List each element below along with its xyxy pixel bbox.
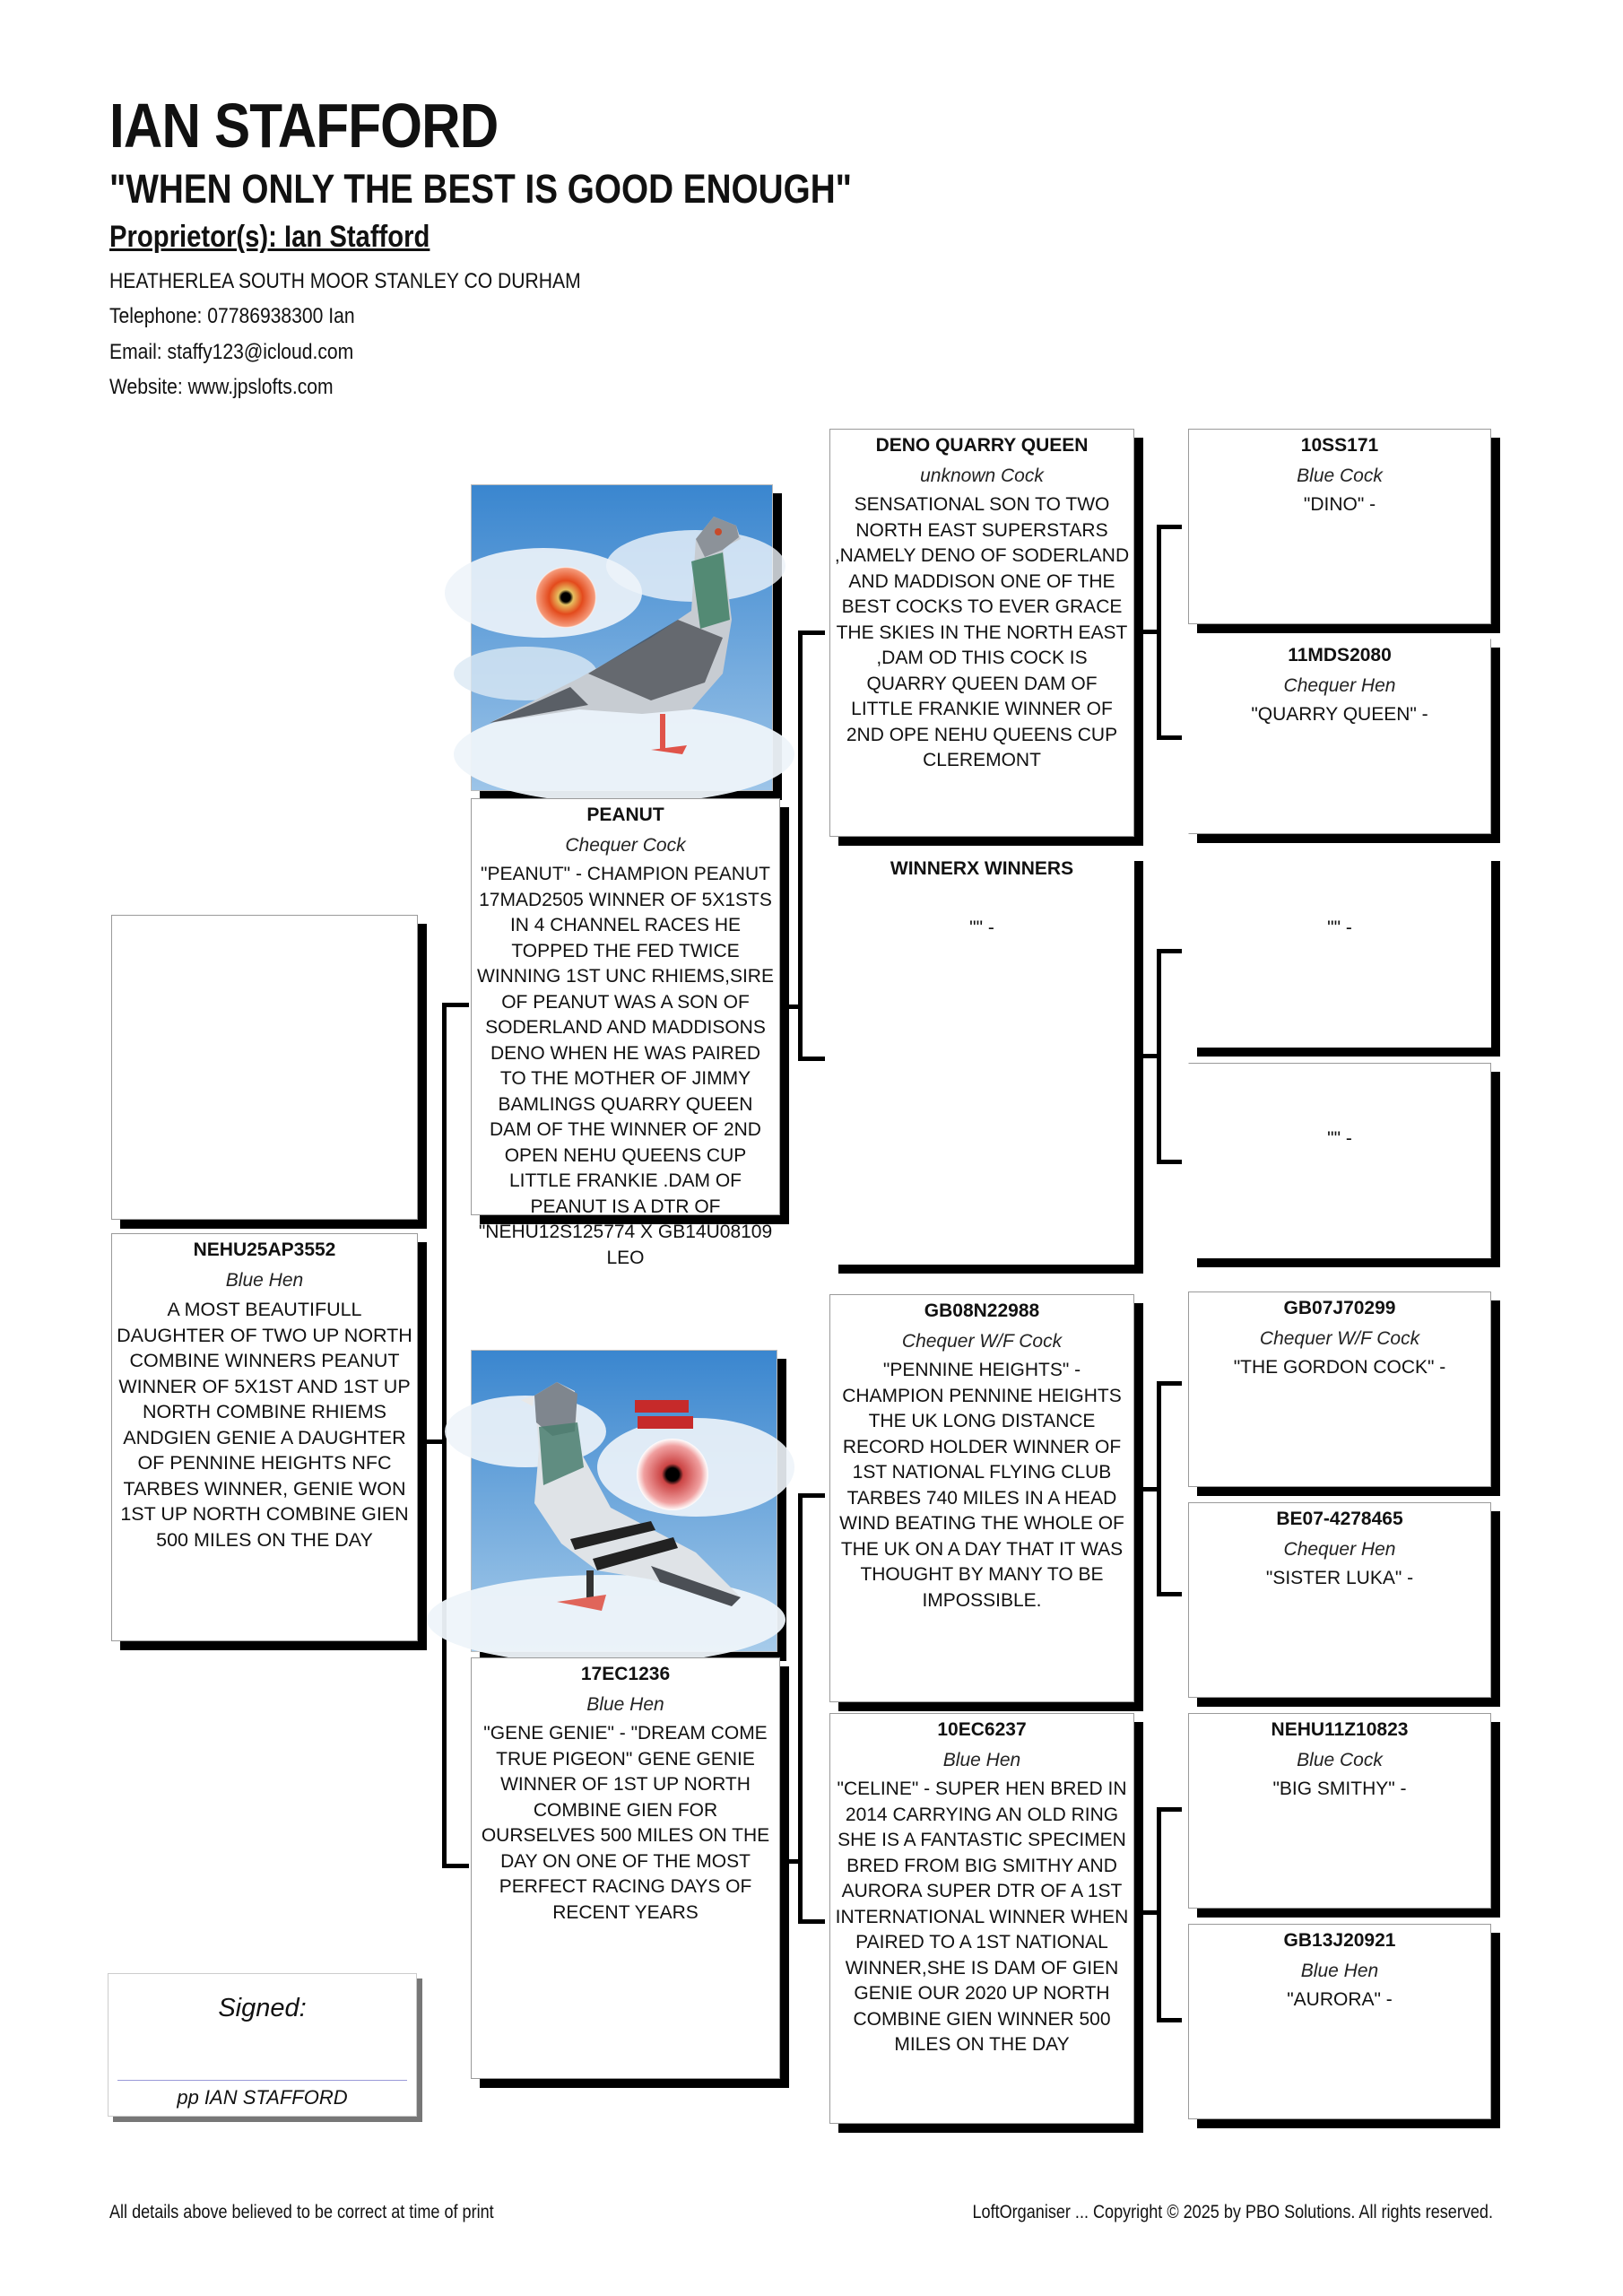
connector-line	[442, 1003, 469, 1007]
great-grandparent-card[interactable]	[1188, 639, 1491, 834]
great-grandparent-description: "AURORA" -	[1287, 1989, 1393, 2010]
subject-photo-placeholder	[111, 915, 418, 1220]
subject-card[interactable]	[111, 1233, 418, 1641]
great-grandparent-ring-number	[1189, 1069, 1490, 1091]
grandparent-ring-number: WINNERX WINNERS	[890, 858, 1074, 879]
pigeon-photo-icon	[472, 485, 772, 790]
great-grandparent-card[interactable]	[1188, 1502, 1491, 1698]
great-grandparent-description: "BIG SMITHY" -	[1272, 1779, 1407, 1799]
great-grandparent-description: "SISTER LUKA" -	[1265, 1568, 1414, 1588]
connector-line	[798, 631, 803, 1061]
connector-line	[1157, 1160, 1182, 1164]
great-grandparent-ring-number: GB13J20921	[1283, 1930, 1396, 1951]
sire-photo[interactable]	[471, 484, 773, 791]
subject-colour: Blue Hen	[225, 1270, 304, 1291]
grandparent-description: "" -	[969, 918, 994, 938]
great-grandparent-card[interactable]	[1188, 1063, 1491, 1258]
grandparent-colour: Chequer W/F Cock	[901, 1331, 1063, 1352]
sire-card[interactable]	[471, 798, 780, 1268]
dam-card[interactable]	[471, 1657, 780, 2079]
signed-label: Signed:	[218, 1994, 307, 2022]
address: HEATHERLEA SOUTH MOOR STANLEY CO DURHAM	[109, 269, 581, 293]
loft-motto: "WHEN ONLY THE BEST IS GOOD ENOUGH"	[109, 166, 852, 212]
signature-line	[117, 2080, 407, 2081]
connector-line	[798, 1919, 825, 1924]
great-grandparent-colour: Blue Cock	[1297, 465, 1383, 486]
great-grandparent-ring-number: 10SS171	[1300, 435, 1379, 456]
dam-description: "GENE GENIE" - "DREAM COME TRUE PIGEON" GENE GENIE WINNER OF 1ST UP NORTH COMBINE GIEN FOR OURSELVES 500 MILES ON THE DAY ON ONE OF THE MOST PERFECT RACING DAYS OF RECENT YEARS	[481, 1723, 770, 1923]
connector-line	[798, 1057, 825, 1061]
connector-line	[1157, 1381, 1161, 1596]
subject-description: A MOST BEAUTIFULL DAUGHTER OF TWO UP NORTH COMBINE WINNERS PEANUT WINNER OF 5X1ST AND 1ST UP NORTH COMBINE RHIEMS ANDGIEN GENIE A DAUGHTER OF PENNINE HEIGHTS NFC TARBES WINNER, GENIE WON 1ST UP NORTH COMBINE GIEN 500 MILES ON THE DAY	[117, 1299, 412, 1551]
grandparent-ring-number: DENO QUARRY QUEEN	[875, 435, 1089, 456]
connector-line	[1157, 525, 1161, 740]
footer-copyright: LoftOrganiser ... Copyright © 2025 by PBO Solutions. All rights reserved.	[972, 2202, 1493, 2222]
grandparent-card[interactable]	[829, 1294, 1134, 1702]
great-grandparent-ring-number	[1189, 858, 1490, 880]
loft-title: IAN STAFFORD	[109, 91, 499, 161]
great-grandparent-card[interactable]	[1188, 1292, 1491, 1487]
connector-line	[798, 1493, 825, 1498]
great-grandparent-ring-number: 11MDS2080	[1288, 645, 1392, 665]
great-grandparent-colour: Chequer Hen	[1283, 1539, 1396, 1560]
great-grandparent-ring-number: BE07-4278465	[1276, 1509, 1403, 1529]
connector-line	[442, 1864, 469, 1868]
telephone: Telephone: 07786938300 Ian	[109, 304, 355, 328]
great-grandparent-description: "DINO" -	[1303, 494, 1376, 515]
connector-line	[1157, 949, 1161, 1164]
dam-ring-number: 17EC1236	[580, 1664, 671, 1684]
connector-line	[1157, 735, 1182, 740]
grandparent-ring-number: GB08N22988	[924, 1300, 1040, 1321]
great-grandparent-description: "THE GORDON COCK" -	[1233, 1357, 1446, 1378]
connector-line	[1157, 1592, 1182, 1596]
email: Email: staffy123@icloud.com	[109, 340, 354, 364]
footer-disclaimer: All details above believed to be correct at time of print	[109, 2202, 494, 2222]
great-grandparent-card[interactable]	[1188, 429, 1491, 624]
pigeon-photo-icon	[472, 1351, 777, 1651]
great-grandparent-card[interactable]	[1188, 1924, 1491, 2119]
great-grandparent-colour	[1189, 1100, 1490, 1121]
connector-line	[798, 631, 825, 635]
sire-description: "PEANUT" - CHAMPION PEANUT 17MAD2505 WINNER OF 5X1STS IN 4 CHANNEL RACES HE TOPPED THE FED TWICE WINNING 1ST UNC RHIEMS,SIRE OF PEANUT WAS A SON OF SODERLAND AND MADDISONS DENO WHEN HE WAS PAIRED TO THE MOTHER OF JIMMY BAMLINGS QUARRY QUEEN DAM OF THE WINNER OF 2ND OPEN NEHU QUEENS CUP LITTLE FRANKIE .DAM OF PEANUT IS A DTR OF "NEHU12S125774 X GB14U08109 LEO	[477, 864, 774, 1268]
connector-line	[798, 1493, 803, 1924]
grandparent-card[interactable]	[829, 1713, 1134, 2124]
grandparent-ring-number: 10EC6237	[937, 1719, 1027, 1740]
dam-photo[interactable]	[471, 1350, 777, 1652]
great-grandparent-colour: Blue Hen	[1300, 1961, 1379, 1981]
great-grandparent-card[interactable]	[1188, 852, 1491, 1048]
signatory-name: pp IAN STAFFORD	[177, 2086, 348, 2109]
grandparent-colour: unknown Cock	[920, 465, 1044, 486]
great-grandparent-description: "QUARRY QUEEN" -	[1251, 704, 1428, 725]
subject-ring-number: NEHU25AP3552	[193, 1239, 336, 1260]
great-grandparent-ring-number: NEHU11Z10823	[1271, 1719, 1409, 1740]
great-grandparent-colour: Chequer Hen	[1283, 675, 1396, 696]
great-grandparent-description: "" -	[1327, 918, 1352, 938]
connector-line	[1157, 1807, 1161, 2022]
website: Website: www.jpslofts.com	[109, 375, 334, 399]
connector-line	[1157, 525, 1182, 529]
connector-line	[1157, 2018, 1182, 2022]
connector-line	[1157, 949, 1182, 953]
sire-colour: Chequer Cock	[565, 835, 686, 856]
grandparent-colour	[830, 889, 1133, 910]
grandparent-description: "PENNINE HEIGHTS" - CHAMPION PENNINE HEIGHTS THE UK LONG DISTANCE RECORD HOLDER WINNER OF 1ST NATIONAL FLYING CLUB TARBES 740 MILES IN A HEAD WIND BEATING THE WHOLE OF THE UK ON A DAY THAT IT WAS THOUGHT BY MANY TO BE IMPOSSIBLE.	[839, 1360, 1124, 1611]
great-grandparent-card[interactable]	[1188, 1713, 1491, 1909]
proprietor: Proprietor(s): Ian Stafford	[109, 220, 430, 254]
connector-line	[1157, 1807, 1182, 1812]
grandparent-description: SENSATIONAL SON TO TWO NORTH EAST SUPERSTARS ,NAMELY DENO OF SODERLAND AND MADDISON ONE OF THE BEST COCKS TO EVER GRACE THE SKIES IN THE NORTH EAST ,DAM OD THIS COCK IS QUARRY QUEEN DAM OF LITTLE FRANKIE WINNER OF 2ND OPE NEHU QUEENS CUP CLEREMONT	[834, 494, 1130, 770]
great-grandparent-colour: Blue Cock	[1297, 1750, 1383, 1770]
grandparent-colour: Blue Hen	[942, 1750, 1021, 1770]
grandparent-description: "CELINE" - SUPER HEN BRED IN 2014 CARRYING AN OLD RING SHE IS A FANTASTIC SPECIMEN BRED FROM BIG SMITHY AND AURORA SUPER DTR OF A 1ST INTERNATIONAL WINNER WHEN PAIRED TO A 1ST NATIONAL WINNER,SHE IS DAM OF GIEN GENIE OUR 2020 UP NORTH COMBINE GIEN WINNER 500 MILES ON THE DAY	[835, 1779, 1129, 2055]
great-grandparent-colour	[1189, 889, 1490, 910]
sire-ring-number: PEANUT	[586, 804, 664, 825]
great-grandparent-ring-number: GB07J70299	[1283, 1298, 1396, 1318]
dam-colour: Blue Hen	[586, 1694, 664, 1715]
grandparent-card[interactable]	[829, 429, 1134, 837]
great-grandparent-colour: Chequer W/F Cock	[1259, 1328, 1420, 1349]
great-grandparent-description: "" -	[1327, 1128, 1352, 1149]
signature-box[interactable]	[108, 1973, 417, 2117]
connector-line	[1157, 1381, 1182, 1386]
grandparent-card[interactable]	[829, 852, 1134, 1265]
